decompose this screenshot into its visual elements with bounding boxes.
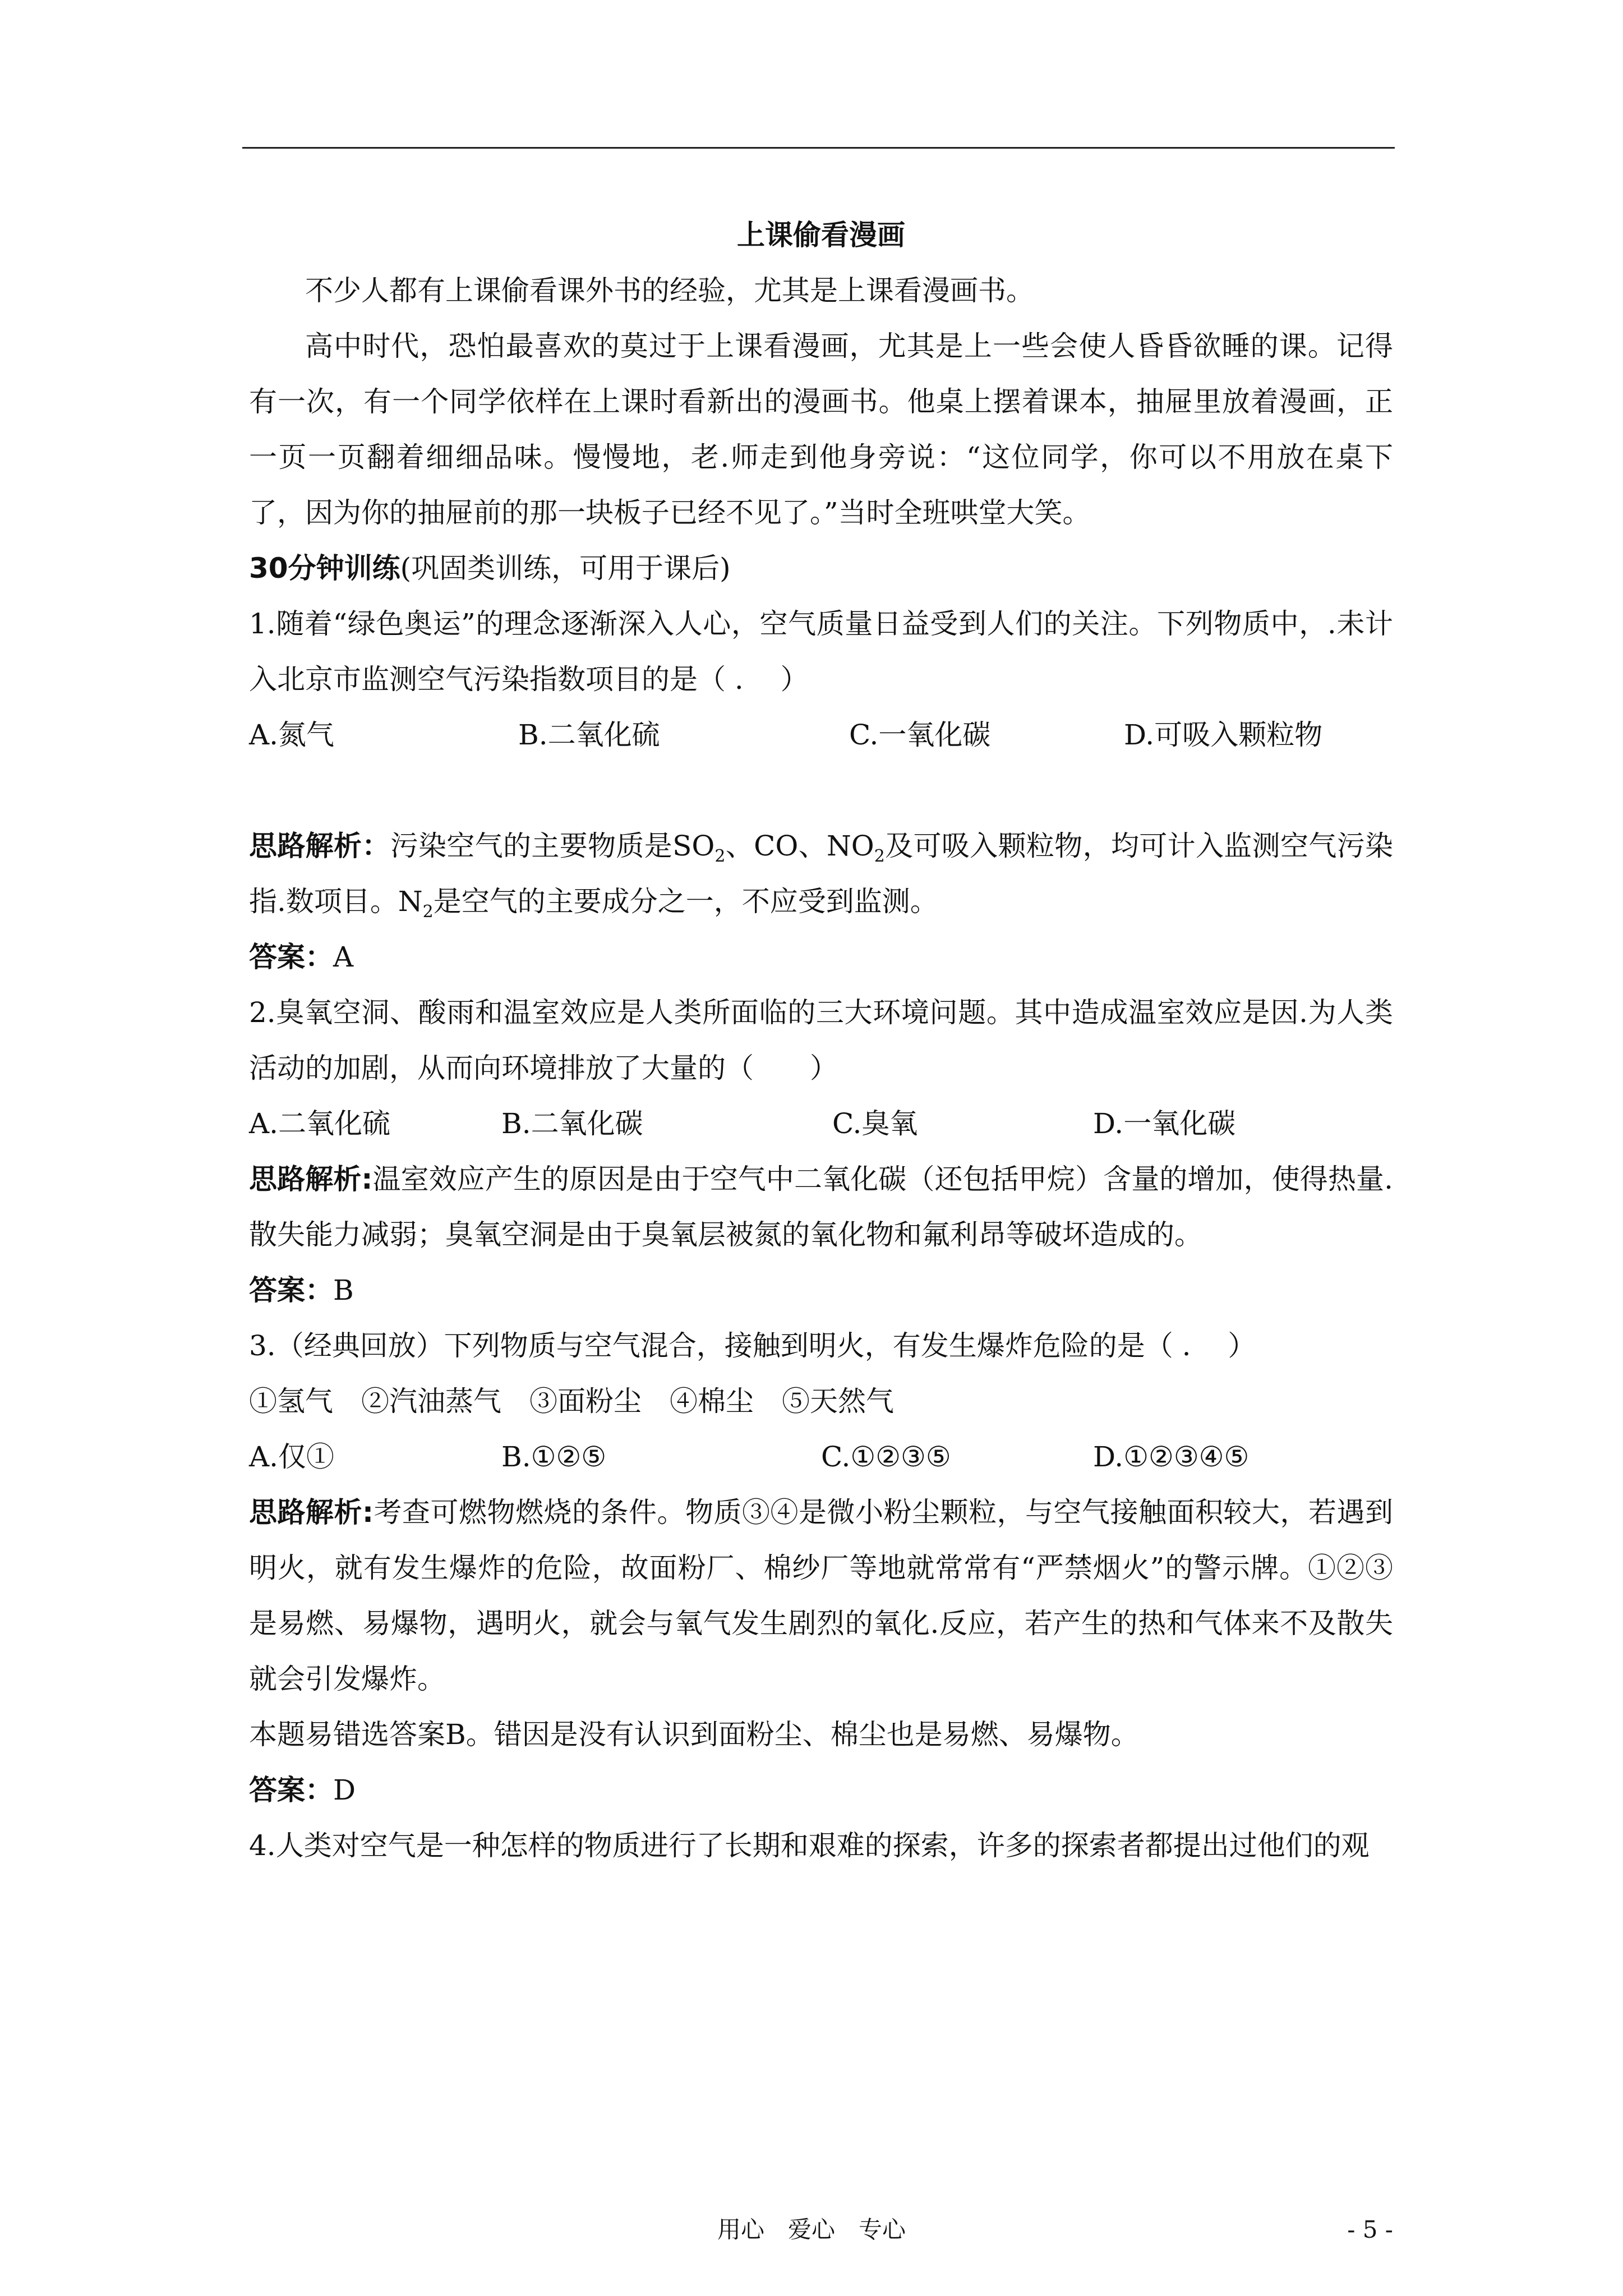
question-1-option-d: D.可吸入颗粒物 bbox=[1124, 719, 1323, 751]
question-1-analysis bbox=[249, 818, 1393, 930]
question-3-option-d: D.①②③④⑤ bbox=[1093, 1441, 1249, 1473]
question-3-options bbox=[249, 1429, 1393, 1485]
section-heading-title: 30分钟训练 bbox=[249, 552, 400, 585]
question-1-answer-value: A bbox=[333, 941, 354, 973]
question-1-answer bbox=[249, 930, 1393, 985]
story-title: 上课偷看漫画 bbox=[737, 219, 905, 251]
question-3-option-b: B.①②⑤ bbox=[501, 1441, 607, 1473]
page-content bbox=[249, 208, 1393, 1874]
question-1-stem: 1.随着“绿色奥运”的理念逐渐深入人心，空气质量日益受到人们的关注。下列物质中，.未计入北京市监测空气污染指数项目的是（ . ） bbox=[249, 608, 1393, 696]
section-heading-subtitle: (巩固类训练，可用于课后) bbox=[400, 552, 731, 585]
question-2-analysis bbox=[249, 1152, 1393, 1263]
question-3-analysis-label: 思路解析: bbox=[249, 1496, 374, 1529]
question-2-answer-label: 答案： bbox=[249, 1274, 333, 1306]
question-2-option-b: B.二氧化碳 bbox=[501, 1107, 643, 1140]
story-paragraph-1: 不少人都有上课偷看课外书的经验，尤其是上课看漫画书。 bbox=[305, 274, 1034, 307]
page-footer bbox=[0, 2213, 1623, 2247]
question-2-analysis-text: 温室效应产生的原因是由于空气中二氧化碳（还包括甲烷）含量的增加，使得热量.散失能力减弱；臭氧空洞是由于臭氧层被氮的氧化物和氟利昂等破坏造成的。 bbox=[249, 1163, 1393, 1251]
question-2-analysis-label: 思路解析: bbox=[249, 1163, 373, 1195]
question-1-analysis-label: 思路解析： bbox=[249, 830, 390, 862]
footer-motto: 用心 爱心 专心 bbox=[717, 2216, 906, 2243]
question-3-analysis-text: 考查可燃物燃烧的条件。物质③④是微小粉尘颗粒，与空气接触面积较大，若遇到明火，就有发生爆炸的危险，故面粉厂、棉纱厂等地就常常有“严禁烟火”的警示牌。①②③是易燃、易爆物，遇明火，就会与氧气发生剧烈的氧化.反应，若产生的热和气体来不及散失就会引发爆炸。 bbox=[249, 1496, 1393, 1695]
question-3-items: ①氢气 ②汽油蒸气 ③面粉尘 ④棉尘 ⑤天然气 bbox=[249, 1385, 894, 1418]
question-2-options bbox=[249, 1096, 1393, 1152]
section-heading bbox=[249, 541, 1393, 596]
question-1-analysis-text-a: 污染空气的主要物质是SO bbox=[390, 830, 715, 862]
page-number: - 5 - bbox=[1347, 2216, 1393, 2243]
question-1-option-a: A.氮气 bbox=[249, 719, 335, 751]
question-1-options bbox=[249, 707, 1393, 763]
question-2-answer-value: B bbox=[333, 1274, 354, 1306]
question-4-stem: 4.人类对空气是一种怎样的物质进行了长期和艰难的探索，许多的探索者都提出过他们的观 bbox=[249, 1829, 1370, 1862]
story-paragraph-2: 高中时代，恐怕最喜欢的莫过于上课看漫画，尤其是上一些会使人昏昏欲睡的课。记得有一次，有一个同学依样在上课时看新出的漫画书。他桌上摆着课本，抽屉里放着漫画，正一页一页翻着细细品味。慢慢地，老.师走到他身旁说：“这位同学，你可以不用放在桌下了，因为你的抽屉前的那一块板子已经不见了。”当时全班哄堂大笑。 bbox=[249, 330, 1393, 529]
question-3-stem: 3.（经典回放）下列物质与空气混合，接触到明火，有发生爆炸危险的是（ . ） bbox=[249, 1329, 1256, 1362]
question-1-answer-label: 答案： bbox=[249, 941, 333, 973]
question-1-analysis-text-c: 及可吸入颗粒物，均可计入监测空气污染指.数项目。N bbox=[249, 830, 1394, 918]
spacer bbox=[249, 763, 1393, 818]
subscript-2: 2 bbox=[422, 902, 434, 922]
question-3-analysis bbox=[249, 1485, 1393, 1707]
question-3-option-a: A.仅① bbox=[249, 1441, 335, 1473]
question-1-option-c: C.一氧化碳 bbox=[849, 719, 991, 751]
question-3-option-c: C.①②③⑤ bbox=[821, 1441, 951, 1473]
question-1-option-b: B.二氧化硫 bbox=[518, 719, 660, 751]
question-2-option-a: A.二氧化硫 bbox=[249, 1107, 391, 1140]
question-2-stem: 2.臭氧空洞、酸雨和温室效应是人类所面临的三大环境问题。其中造成温室效应是因.为人类活动的加剧，从而向环境排放了大量的（ ） bbox=[249, 996, 1393, 1084]
question-2-option-d: D.一氧化碳 bbox=[1093, 1107, 1236, 1140]
subscript-2: 2 bbox=[874, 846, 885, 866]
question-1-analysis-text-d: 是空气的主要成分之一，不应受到监测。 bbox=[433, 885, 938, 918]
subscript-2: 2 bbox=[714, 846, 726, 866]
question-1-analysis-text-b: 、CO、NO bbox=[725, 830, 874, 862]
question-2-option-c: C.臭氧 bbox=[832, 1107, 918, 1140]
question-2-answer bbox=[249, 1263, 1393, 1318]
question-3-answer-value: D bbox=[333, 1774, 356, 1806]
question-3-answer bbox=[249, 1763, 1393, 1818]
question-3-answer-label: 答案： bbox=[249, 1774, 333, 1806]
question-3-note: 本题易错选答案B。错因是没有认识到面粉尘、棉尘也是易燃、易爆物。 bbox=[249, 1718, 1139, 1751]
header-rule bbox=[242, 147, 1395, 149]
